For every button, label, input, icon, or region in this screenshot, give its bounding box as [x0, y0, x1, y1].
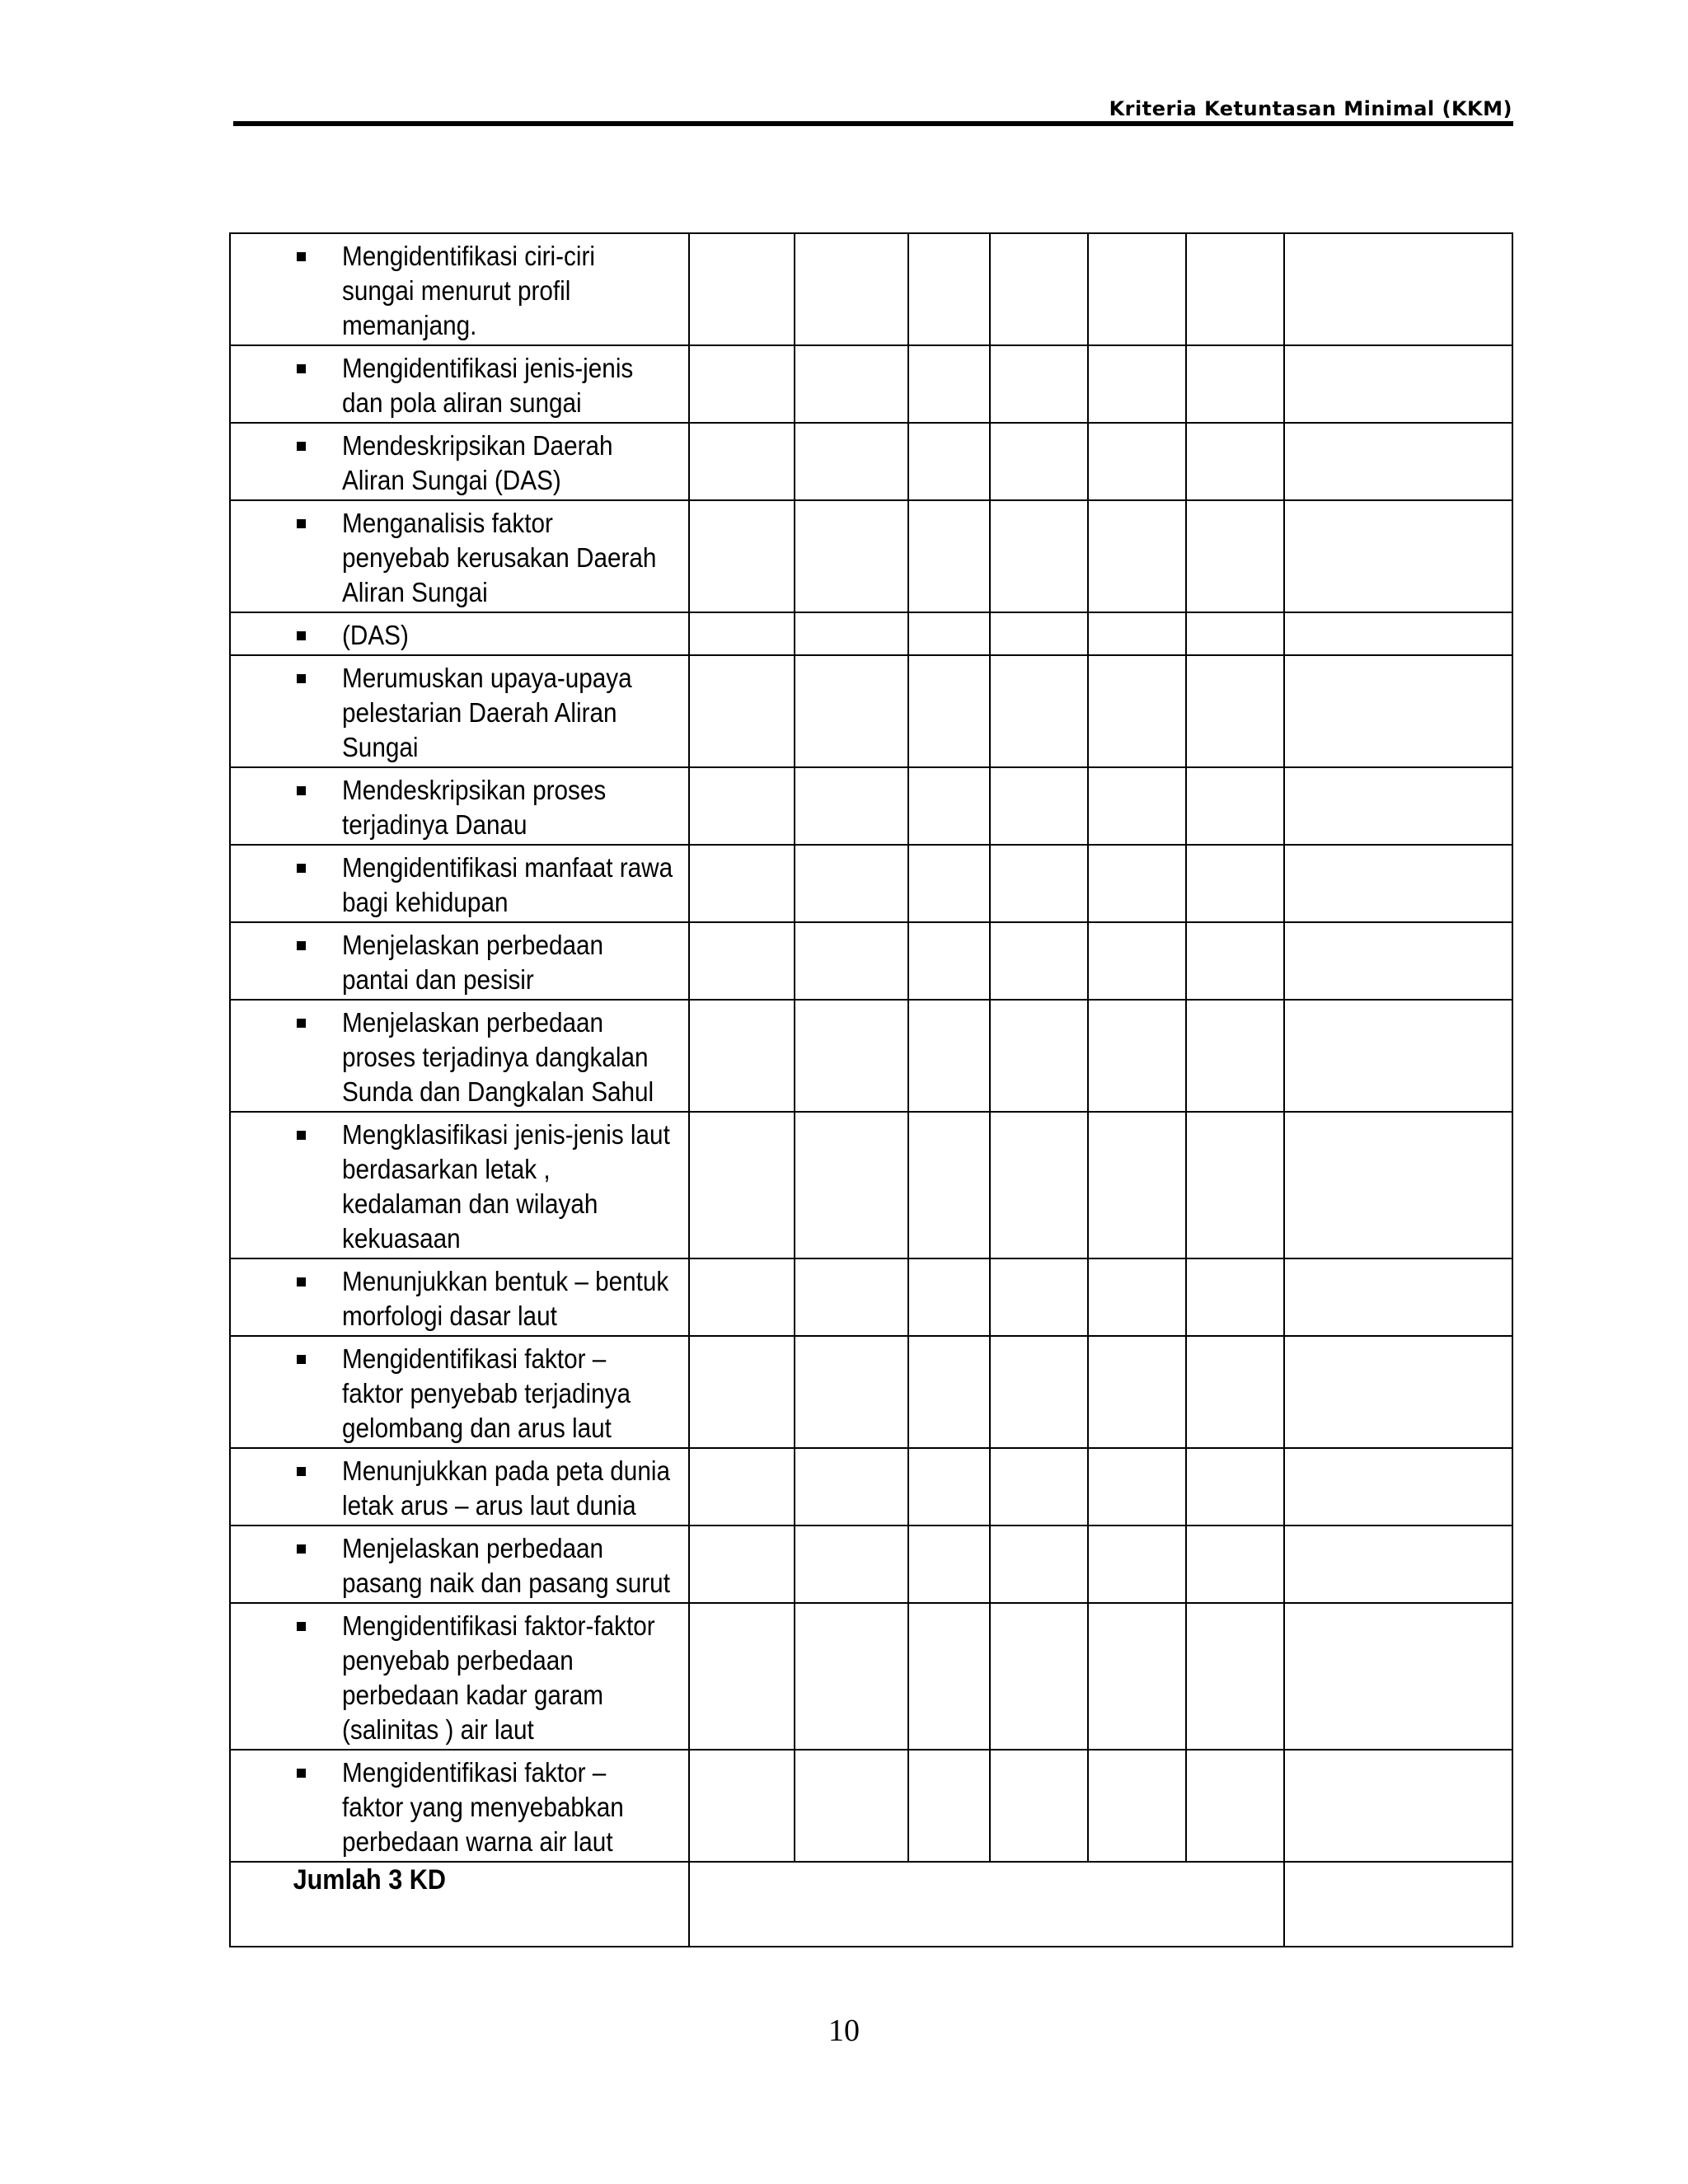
indicator-line: Mengidentifikasi faktor – — [342, 1343, 607, 1374]
empty-cell — [1284, 1526, 1512, 1603]
indicator-text — [342, 618, 643, 653]
indicator-line: Mengidentifikasi faktor-faktor — [342, 1610, 655, 1641]
summary-label: Jumlah 3 KD — [293, 1864, 446, 1896]
empty-cell — [689, 845, 795, 922]
empty-cell — [1186, 345, 1284, 423]
table-row — [230, 1526, 1512, 1603]
empty-cell — [689, 233, 795, 345]
indicator-cell — [230, 1336, 689, 1448]
table-row — [230, 922, 1512, 1000]
empty-cell — [689, 922, 795, 1000]
indicator-line: Menjelaskan perbedaan — [342, 1533, 604, 1563]
empty-cell — [1284, 1336, 1512, 1448]
empty-cell — [1186, 1258, 1284, 1336]
empty-cell — [908, 1448, 990, 1526]
indicator-item — [231, 661, 677, 765]
indicator-text — [342, 429, 643, 498]
empty-cell — [1088, 767, 1186, 845]
indicator-cell — [230, 1258, 689, 1336]
empty-cell — [908, 423, 990, 500]
empty-cell — [689, 1258, 795, 1336]
empty-cell — [795, 423, 908, 500]
indicator-text — [342, 1342, 643, 1446]
indicator-line: perbedaan warna air laut — [342, 1826, 613, 1857]
square-bullet-icon — [231, 506, 342, 610]
empty-cell — [908, 345, 990, 423]
table-row — [230, 845, 1512, 922]
empty-cell — [908, 1258, 990, 1336]
empty-cell — [795, 845, 908, 922]
empty-cell — [1088, 423, 1186, 500]
empty-cell — [795, 1526, 908, 1603]
indicator-item — [231, 506, 677, 610]
indicator-cell — [230, 1526, 689, 1603]
empty-cell — [1088, 1526, 1186, 1603]
empty-cell — [1186, 423, 1284, 500]
indicator-cell — [230, 1112, 689, 1258]
indicator-line: Aliran Sungai — [342, 577, 488, 607]
empty-cell — [689, 1448, 795, 1526]
table-row — [230, 500, 1512, 612]
empty-cell — [908, 612, 990, 655]
indicator-text — [342, 1609, 655, 1747]
empty-cell — [990, 1448, 1088, 1526]
table-row — [230, 1336, 1512, 1448]
indicator-line: Sungai — [342, 732, 419, 762]
empty-cell — [1284, 1603, 1512, 1750]
indicator-line: Merumuskan upaya-upaya — [342, 663, 632, 693]
empty-cell — [1284, 1448, 1512, 1526]
empty-cell — [1088, 655, 1186, 767]
empty-cell — [1284, 1258, 1512, 1336]
indicator-line: Menunjukkan pada peta dunia — [342, 1455, 670, 1486]
page-number: 10 — [828, 2013, 860, 2048]
empty-cell — [1284, 500, 1512, 612]
empty-cell — [990, 1336, 1088, 1448]
indicator-text — [342, 1118, 670, 1256]
indicator-line: pasang naik dan pasang surut — [342, 1568, 670, 1598]
indicator-line: (DAS) — [342, 620, 409, 650]
indicator-item — [231, 351, 677, 420]
empty-cell — [1088, 233, 1186, 345]
empty-cell — [908, 767, 990, 845]
empty-cell — [1088, 612, 1186, 655]
empty-cell — [990, 345, 1088, 423]
empty-cell — [990, 845, 1088, 922]
indicator-line: faktor yang menyebabkan — [342, 1792, 624, 1822]
indicator-text — [342, 773, 643, 842]
indicator-line: Mengidentifikasi manfaat rawa — [342, 852, 673, 883]
indicator-line: memanjang. — [342, 310, 477, 340]
empty-cell — [1088, 1603, 1186, 1750]
indicator-line: sungai menurut profil — [342, 275, 571, 306]
indicator-line: Mengidentifikasi jenis-jenis — [342, 353, 634, 383]
indicator-cell — [230, 500, 689, 612]
table-row — [230, 1258, 1512, 1336]
indicator-cell — [230, 1000, 689, 1112]
indicator-line: penyebab perbedaan — [342, 1645, 574, 1675]
indicator-line: dan pola aliran sungai — [342, 387, 582, 418]
empty-cell — [795, 767, 908, 845]
empty-cell — [1186, 1526, 1284, 1603]
empty-cell — [795, 233, 908, 345]
square-bullet-icon — [231, 773, 342, 842]
empty-cell — [1284, 767, 1512, 845]
indicator-cell — [230, 1448, 689, 1526]
indicator-cell — [230, 612, 689, 655]
empty-cell — [990, 1258, 1088, 1336]
square-bullet-icon — [231, 928, 342, 997]
empty-cell — [1186, 612, 1284, 655]
empty-cell — [1088, 500, 1186, 612]
indicator-line: Menunjukkan bentuk – bentuk — [342, 1266, 669, 1296]
empty-cell — [1284, 423, 1512, 500]
empty-cell — [795, 1000, 908, 1112]
empty-cell — [908, 1603, 990, 1750]
empty-cell — [689, 423, 795, 500]
empty-cell — [908, 845, 990, 922]
indicator-item — [231, 1755, 677, 1859]
empty-cell — [1186, 767, 1284, 845]
indicator-text — [342, 239, 643, 343]
empty-cell — [1284, 233, 1512, 345]
empty-cell — [908, 1000, 990, 1112]
empty-cell — [990, 655, 1088, 767]
empty-cell — [1088, 1258, 1186, 1336]
table-row — [230, 1448, 1512, 1526]
empty-cell — [990, 922, 1088, 1000]
empty-cell — [990, 767, 1088, 845]
indicator-text — [342, 1755, 643, 1859]
indicator-line: kekuasaan — [342, 1223, 461, 1254]
indicator-item — [231, 773, 677, 842]
summary-value-cell — [1284, 1862, 1512, 1947]
indicator-cell — [230, 845, 689, 922]
empty-cell — [795, 1112, 908, 1258]
indicator-text — [342, 661, 643, 765]
empty-cell — [990, 1526, 1088, 1603]
empty-cell — [689, 500, 795, 612]
empty-cell — [1284, 1000, 1512, 1112]
square-bullet-icon — [231, 1342, 342, 1446]
indicator-item — [231, 1342, 677, 1446]
indicator-text — [342, 928, 643, 997]
indicator-item — [231, 1264, 677, 1333]
indicator-line: morfologi dasar laut — [342, 1301, 557, 1331]
empty-cell — [689, 1336, 795, 1448]
indicator-line: pantai dan pesisir — [342, 964, 534, 995]
indicator-line: Mengidentifikasi ciri-ciri — [342, 241, 595, 271]
empty-cell — [908, 655, 990, 767]
square-bullet-icon — [231, 1609, 342, 1747]
indicator-line: Sunda dan Dangkalan Sahul — [342, 1076, 654, 1107]
indicator-item — [231, 429, 677, 498]
indicator-line: terjadinya Danau — [342, 809, 528, 840]
indicator-text — [342, 506, 656, 610]
table-row — [230, 767, 1512, 845]
empty-cell — [1088, 845, 1186, 922]
empty-cell — [1088, 1000, 1186, 1112]
indicator-line: perbedaan kadar garam — [342, 1680, 604, 1710]
empty-cell — [908, 233, 990, 345]
square-bullet-icon — [231, 661, 342, 765]
square-bullet-icon — [231, 1118, 342, 1256]
empty-cell — [1186, 655, 1284, 767]
empty-cell — [795, 1336, 908, 1448]
indicator-line: Menjelaskan perbedaan — [342, 1007, 604, 1038]
empty-cell — [1088, 1750, 1186, 1862]
indicator-line: Aliran Sungai (DAS) — [342, 465, 561, 495]
summary-label-cell — [230, 1862, 689, 1947]
empty-cell — [1284, 922, 1512, 1000]
indicator-cell — [230, 767, 689, 845]
empty-cell — [1186, 1750, 1284, 1862]
empty-cell — [795, 1750, 908, 1862]
empty-cell — [1186, 845, 1284, 922]
square-bullet-icon — [231, 1454, 342, 1523]
empty-cell — [795, 345, 908, 423]
empty-cell — [908, 1750, 990, 1862]
empty-cell — [1088, 345, 1186, 423]
indicator-text — [342, 1531, 670, 1601]
empty-cell — [1088, 1112, 1186, 1258]
empty-cell — [1284, 345, 1512, 423]
table-row — [230, 1000, 1512, 1112]
square-bullet-icon — [231, 618, 342, 653]
indicator-line: gelombang dan arus laut — [342, 1413, 612, 1443]
table-row — [230, 1750, 1512, 1862]
square-bullet-icon — [231, 1531, 342, 1601]
indicator-cell — [230, 1603, 689, 1750]
empty-cell — [689, 1603, 795, 1750]
indicator-cell — [230, 233, 689, 345]
indicator-item — [231, 618, 677, 653]
indicator-line: letak arus – arus laut dunia — [342, 1490, 636, 1521]
empty-cell — [689, 767, 795, 845]
empty-cell — [689, 1750, 795, 1862]
indicator-text — [342, 1005, 654, 1109]
empty-cell — [990, 1112, 1088, 1258]
square-bullet-icon — [231, 1264, 342, 1333]
indicator-line: Mendeskripsikan Daerah — [342, 430, 613, 461]
indicator-text — [342, 851, 673, 920]
indicator-text — [342, 1454, 670, 1523]
empty-cell — [795, 655, 908, 767]
indicator-cell — [230, 655, 689, 767]
summary-merged-cell — [689, 1862, 1284, 1947]
empty-cell — [795, 1603, 908, 1750]
empty-cell — [689, 345, 795, 423]
indicator-line: faktor penyebab terjadinya — [342, 1378, 631, 1408]
indicator-line: Mendeskripsikan proses — [342, 775, 607, 805]
empty-cell — [908, 922, 990, 1000]
indicator-cell — [230, 1750, 689, 1862]
square-bullet-icon — [231, 429, 342, 498]
indicator-line: proses terjadinya dangkalan — [342, 1042, 649, 1072]
table-row — [230, 233, 1512, 345]
empty-cell — [990, 500, 1088, 612]
indicator-item — [231, 928, 677, 997]
table-row — [230, 1603, 1512, 1750]
indicator-item — [231, 1531, 677, 1601]
indicator-line: Mengidentifikasi faktor – — [342, 1757, 607, 1788]
indicator-item — [231, 1005, 677, 1109]
empty-cell — [689, 1526, 795, 1603]
header-rule — [233, 121, 1513, 126]
table-row — [230, 655, 1512, 767]
empty-cell — [908, 1526, 990, 1603]
square-bullet-icon — [231, 239, 342, 343]
empty-cell — [990, 1000, 1088, 1112]
table-row — [230, 423, 1512, 500]
empty-cell — [990, 1750, 1088, 1862]
empty-cell — [1186, 500, 1284, 612]
empty-cell — [1284, 845, 1512, 922]
indicator-line: Menganalisis faktor — [342, 508, 553, 538]
indicator-item — [231, 239, 677, 343]
square-bullet-icon — [231, 1755, 342, 1859]
empty-cell — [1186, 1112, 1284, 1258]
kkm-table — [229, 232, 1513, 1947]
indicator-item — [231, 1118, 677, 1256]
empty-cell — [1186, 1000, 1284, 1112]
indicator-text — [342, 1264, 668, 1333]
table-row — [230, 345, 1512, 423]
empty-cell — [1088, 1336, 1186, 1448]
empty-cell — [908, 1112, 990, 1258]
indicator-item — [231, 1454, 677, 1523]
indicator-line: Mengklasifikasi jenis-jenis laut — [342, 1119, 670, 1150]
empty-cell — [1284, 1112, 1512, 1258]
empty-cell — [795, 500, 908, 612]
indicator-cell — [230, 345, 689, 423]
indicator-line: (salinitas ) air laut — [342, 1714, 534, 1745]
empty-cell — [1088, 1448, 1186, 1526]
empty-cell — [689, 1000, 795, 1112]
indicator-cell — [230, 922, 689, 1000]
indicator-line: kedalaman dan wilayah — [342, 1188, 598, 1219]
indicator-line: bagi kehidupan — [342, 887, 509, 917]
empty-cell — [990, 1603, 1088, 1750]
indicator-line: Menjelaskan perbedaan — [342, 930, 604, 960]
empty-cell — [795, 922, 908, 1000]
table-row — [230, 612, 1512, 655]
empty-cell — [1284, 612, 1512, 655]
summary-row — [230, 1862, 1512, 1947]
empty-cell — [1186, 233, 1284, 345]
empty-cell — [1186, 1603, 1284, 1750]
table-row — [230, 1112, 1512, 1258]
empty-cell — [1186, 922, 1284, 1000]
empty-cell — [908, 500, 990, 612]
empty-cell — [990, 612, 1088, 655]
empty-cell — [1186, 1448, 1284, 1526]
empty-cell — [795, 1448, 908, 1526]
indicator-line: berdasarkan letak , — [342, 1154, 551, 1184]
header-title: Kriteria Ketuntasan Minimal (KKM) — [1109, 97, 1512, 120]
empty-cell — [990, 423, 1088, 500]
empty-cell — [795, 1258, 908, 1336]
empty-cell — [689, 612, 795, 655]
empty-cell — [1186, 1336, 1284, 1448]
indicator-item — [231, 851, 677, 920]
square-bullet-icon — [231, 351, 342, 420]
empty-cell — [1284, 655, 1512, 767]
empty-cell — [1284, 1750, 1512, 1862]
empty-cell — [1088, 922, 1186, 1000]
empty-cell — [908, 1336, 990, 1448]
indicator-line: pelestarian Daerah Aliran — [342, 697, 617, 728]
empty-cell — [990, 233, 1088, 345]
square-bullet-icon — [231, 851, 342, 920]
empty-cell — [689, 1112, 795, 1258]
indicator-cell — [230, 423, 689, 500]
indicator-text — [342, 351, 643, 420]
indicator-item — [231, 1609, 677, 1747]
empty-cell — [689, 655, 795, 767]
square-bullet-icon — [231, 1005, 342, 1109]
indicator-line: penyebab kerusakan Daerah — [342, 542, 657, 573]
empty-cell — [795, 612, 908, 655]
